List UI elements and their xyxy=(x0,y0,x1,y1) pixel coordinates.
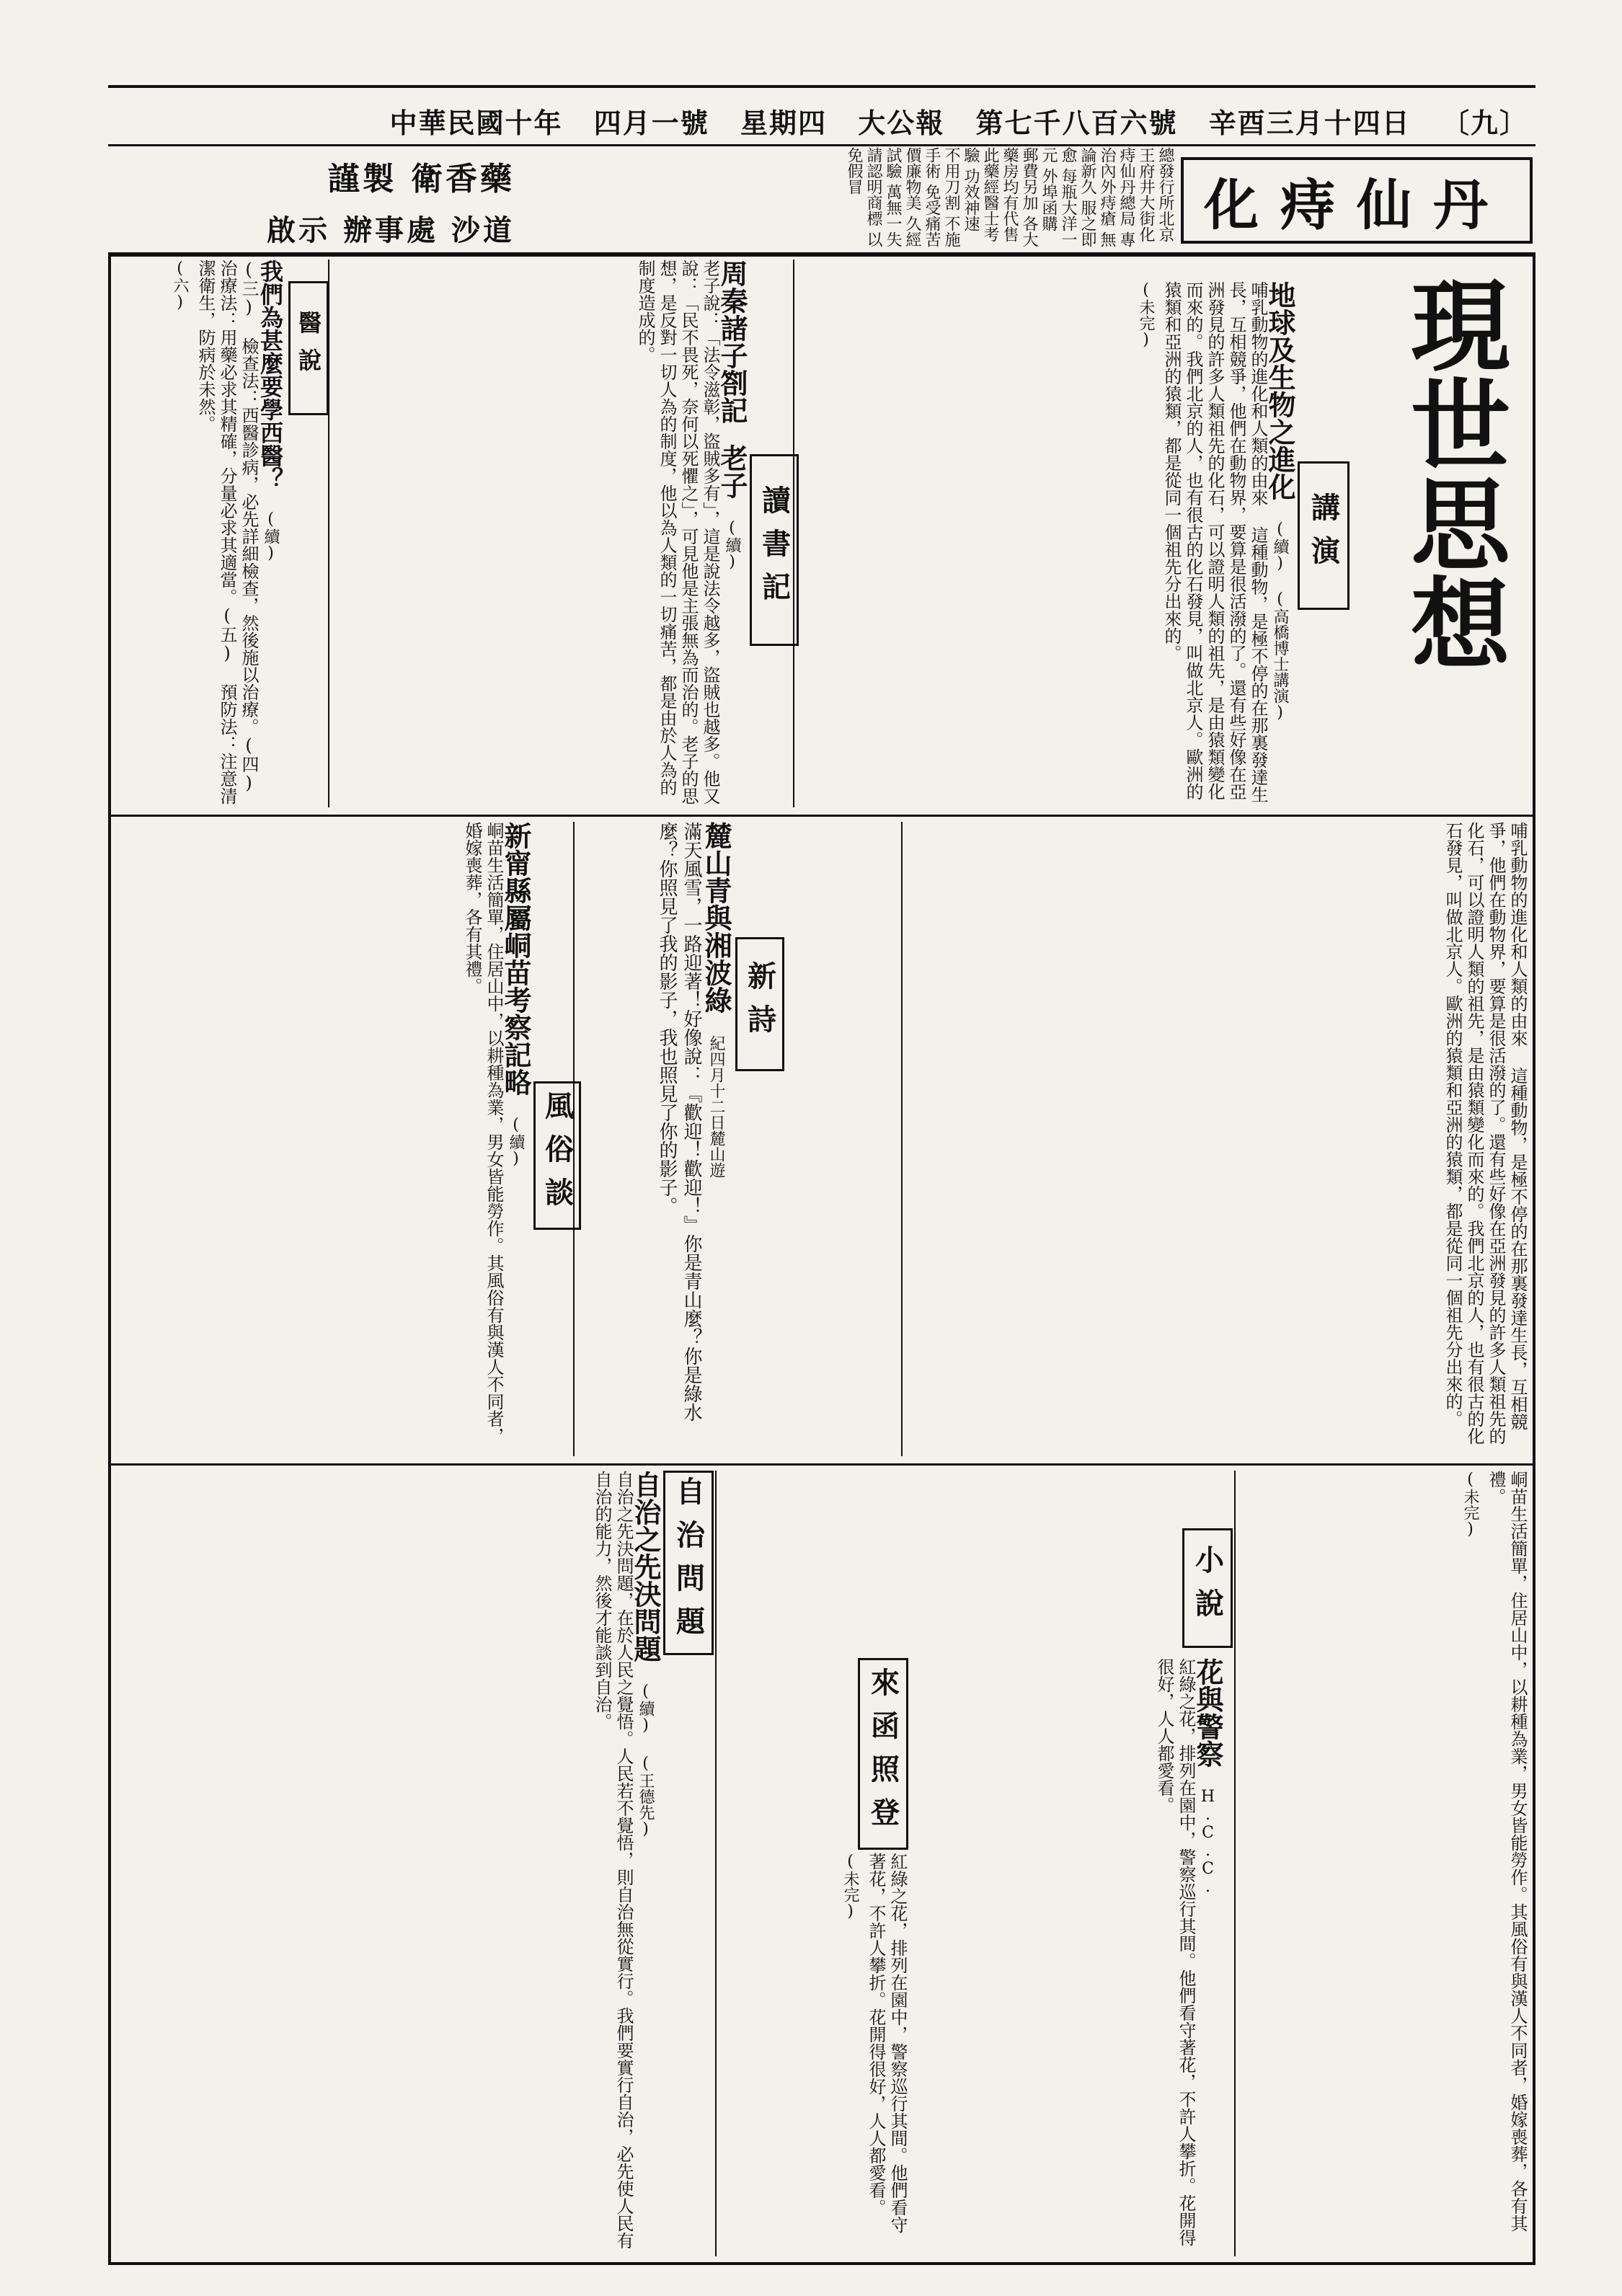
article-zhouqin-title: 周秦諸子劄記 xyxy=(716,260,748,424)
masthead xyxy=(108,85,1535,146)
article-flower-body: 紅綠之花，排列在園中，警察巡行其間。他們看守著花，不許人攀折。花開得很好，人人都愛看。 xyxy=(1154,1658,1196,2246)
article-poem xyxy=(577,822,732,1456)
divider-middle-2 xyxy=(573,822,575,1456)
article-custom-body: 峒苗生活簡單，住居山中，以耕種為業，男女皆能勞作。其風俗有與漢人不同者，婚嫁喪葬，各有其禮。 xyxy=(462,822,504,1445)
article-letters-body: 紅綠之花，排列在園中，警察巡行其間。他們看守著花，不許人攀折。花開得很好，人人都愛看。 xyxy=(866,1853,908,2233)
article-zhouqin xyxy=(332,260,748,807)
article-medicine-body: (三) 檢查法：西醫診病，必先詳細檢查，然後施以治療。(四) 治療法：用藥必求其精確，分量必求其適當。(五) 預防法：注意清潔衛生，防病於未然。 xyxy=(195,260,259,805)
masthead-date-day: 四月一號 xyxy=(593,107,709,139)
masthead-line xyxy=(115,101,1528,141)
advertisement-bar xyxy=(108,144,1535,254)
article-custom-title: 新甯縣屬峒苗考察記略 xyxy=(500,822,532,1096)
article-lower-right-cont: (未完) xyxy=(1461,1471,1479,1538)
section-letters-box: 來函照登 xyxy=(858,1658,908,1850)
article-autonomy-title: 自治之先決問題 xyxy=(629,1471,662,1662)
article-flower xyxy=(916,1658,1224,2249)
column-title: 現世思想 xyxy=(1394,274,1512,672)
article-poem-date: 紀四月十二日麓山遊 xyxy=(707,1035,725,1178)
article-autonomy xyxy=(123,1471,662,2249)
article-flower-author: H.C.C. xyxy=(1199,1788,1217,1896)
advert-right-block xyxy=(111,150,515,247)
rule-lower xyxy=(108,1463,1535,1466)
section-novel-box: 小說 xyxy=(1182,1528,1233,1648)
masthead-date-roc: 中華民國十年 xyxy=(389,107,563,139)
article-medicine-subtitle: (續) xyxy=(262,510,280,562)
article-zhouqin-subtitle: 老子 xyxy=(716,444,748,499)
article-evolution-cont: (未完) xyxy=(1137,281,1155,349)
masthead-page-number: 〔九〕 xyxy=(1441,107,1528,139)
section-autonomy-box: 自治問題 xyxy=(663,1471,714,1655)
article-flower-title: 花與警察 xyxy=(1192,1658,1224,1768)
divider-lower-1 xyxy=(1234,1471,1236,2256)
article-autonomy-body: 自治之先決問題，在於人民之覺悟。人民若不覺悟，則自治無從實行。我們要實行自治，必先使人民有自治的能力，然後才能談到自治。 xyxy=(592,1471,634,2249)
page-section-number: (六) xyxy=(171,260,189,311)
article-evolution xyxy=(800,281,1296,807)
article-autonomy-author: (王德先) xyxy=(637,1755,655,1838)
article-zhouqin-author: (續) xyxy=(723,519,741,571)
article-lower-right-body: 峒苗生活簡單，住居山中，以耕種為業，男女皆能勞作。其風俗有與漢人不同者，婚嫁喪葬，各有其禮。 xyxy=(1486,1471,1528,2232)
divider-upper-1 xyxy=(793,260,794,807)
masthead-lunar-date: 辛酉三月十四日 xyxy=(1208,107,1411,139)
advert-office: 啟示 辦事處 沙道 xyxy=(267,213,515,247)
article-medicine-title: 我們為甚麼要學西醫？ xyxy=(257,260,284,490)
masthead-issue-number: 第七千八百六號 xyxy=(975,107,1178,139)
section-lecture-box: 講演 xyxy=(1298,461,1350,610)
advert-title-box xyxy=(1181,157,1533,244)
rule-upper xyxy=(108,815,1535,817)
article-autonomy-subtitle: (續) xyxy=(637,1683,655,1734)
article-custom-subtitle: (續) xyxy=(507,1116,525,1168)
section-reading-box: 讀書記 xyxy=(750,454,799,646)
advert-maker: 謹製 衛香藥 xyxy=(327,161,515,198)
article-evolution-title: 地球及生物之進化 xyxy=(1264,281,1296,500)
divider-upper-2 xyxy=(328,260,329,807)
divider-middle-1 xyxy=(901,822,903,1456)
article-zhouqin-body: 老子說：「法令滋彰，盜賊多有」，這是說法令越多，盜賊也越多。他又說：「民不畏死，奈何以死懼之」，可見他是主張無為而治的。老子的思想，是反對一切人為的制度，他以為人類的一切痛苦，都是由於人為的制度造成的。 xyxy=(635,260,720,805)
article-letters-cont: (未完) xyxy=(841,1853,859,1920)
article-flower-middle xyxy=(908,822,1528,1456)
article-medicine xyxy=(123,260,284,807)
section-custom-box: 風俗談 xyxy=(533,1081,581,1230)
section-poetry-box: 新詩 xyxy=(735,937,784,1071)
article-poem-title: 麓山青與湘波綠 xyxy=(700,822,732,1014)
article-evolution-subtitle: (續) (高橋博士講演) xyxy=(1271,520,1289,722)
advert-title: 化痔仙丹 xyxy=(1204,172,1510,237)
article-evolution-body: 哺乳動物的進化和人類的由來 這種動物，是極不停的在那裏發達生長，互相競爭，他們在動物界，要算是很活潑的了。還有些好像在亞洲發見的許多人類祖先的化石，可以證明人類的祖先，是由猿類變化而來的。我們北京的人，也有很古的化石發見，叫做北京人。歐洲的猿類和亞洲的猿類，都是從同一個祖先分出來的。 xyxy=(1161,281,1268,803)
article-poem-body: 滿天風雪，一路迎著！好像說：『歡迎！歡迎！』你是青山麼？你是綠水麼？你照見了我的影子，我也照見了你的影子。 xyxy=(656,822,702,1422)
section-medicine-box: 醫說 xyxy=(288,281,329,415)
masthead-weekday: 星期四 xyxy=(740,107,827,139)
article-middle-body: 哺乳動物的進化和人類的由來 這種動物，是極不停的在那裏發達生長，互相競爭，他們在動物界，要算是很活潑的了。還有些好像在亞洲發見的許多人類祖先的化石，可以證明人類的祖先，是由猿類變化而來的。我們北京的人，也有很古的化石發見，叫做北京人。歐洲的猿類和亞洲的猿類，都是從同一個祖先分出來的。 xyxy=(1442,822,1528,1445)
article-letters xyxy=(721,1853,908,2242)
article-custom xyxy=(123,822,532,1456)
divider-lower-2 xyxy=(715,1471,717,2256)
advert-body: 總發行所北京王府井大街化痔仙丹總局 專治內外痔瘡 無論新久 服之即愈 每瓶大洋一元 外埠函購 郵費另加 各大藥房均有代售 此藥經醫士考驗 功效神速 不用刀割 不施手術 免受痛苦 價廉物美 久經試驗 萬無一失 請認明商標 以免假冒 xyxy=(845,147,1174,247)
masthead-paper-name: 大公報 xyxy=(858,107,945,139)
article-lower-right xyxy=(1240,1471,1528,2249)
